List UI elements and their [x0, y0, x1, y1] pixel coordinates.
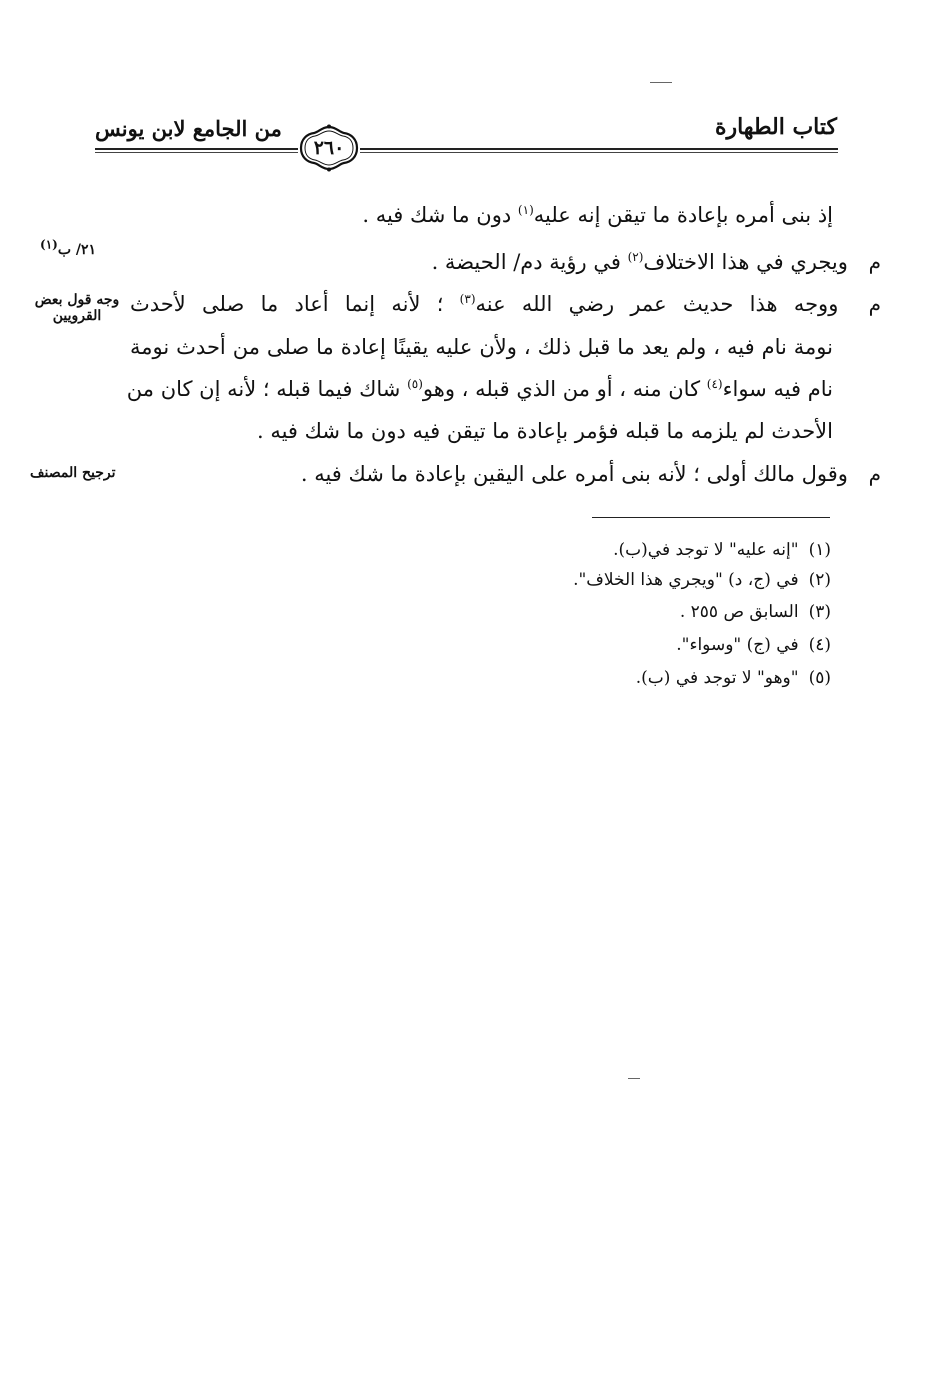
running-head-book-title: كتاب الطهارة — [714, 114, 837, 140]
margin-folio: ٢١/ ب$^{(١)}$ — [40, 237, 97, 258]
scan-speck — [650, 82, 672, 83]
scan-speck — [628, 1078, 640, 1079]
paragraph-marker: م — [868, 462, 881, 486]
footnote-separator — [592, 517, 830, 518]
footnote-4: (٤)في (ج) "وسواء". — [676, 635, 831, 655]
footnote-1: (١)"إنه عليه" لا توجد في(ب). — [613, 540, 831, 560]
paragraph-marker: م — [868, 292, 882, 316]
footnote-5: (٥)"وهو" لا توجد في (ب). — [635, 668, 831, 688]
footnote-ref-1: (١) — [517, 203, 534, 217]
footnote-2: (٢)في (ج، د) "ويجري هذا الخلاف". — [573, 570, 831, 590]
page-number-ornament — [298, 124, 360, 172]
text-line-4: نومة نام فيه ، ولم يعد ما قبل ذلك ، ولأن عليه يقينًا إعادة ما صلى من أحدث نومة — [130, 335, 833, 359]
footnote-3: (٣)السابق ص ٢٥٥ . — [679, 602, 831, 622]
footnote-ref-4: (٤) — [706, 377, 723, 391]
text-line-1: إذ بنى أمره بإعادة ما تيقن إنه عليه$^{(١)}$ دون ما شك فيه . — [362, 203, 833, 227]
page-number: ٢٦٠ — [313, 137, 345, 159]
paragraph-marker: م — [868, 250, 881, 274]
text-line-2: م ويجري في هذا الاختلاف$^{(٢)}$ في رؤية دم/ الحيضة . — [431, 250, 881, 274]
header-rule — [95, 148, 838, 150]
margin-note-qarawiyyin: وجه قول بعض القرويين — [34, 292, 120, 324]
text-line-6: الأحدث لم يلزمه ما قبله فؤمر بإعادة ما تيقن فيه دون ما شك فيه . — [256, 419, 833, 443]
header-rule-thin — [95, 152, 838, 153]
running-head-work-title: من الجامع لابن يونس — [95, 116, 282, 141]
footnote-ref-2: (٢) — [627, 250, 644, 264]
text-line-5: نام فيه سواء$^{(٤)}$ كان منه ، أو من الذي قبله ، وهو$^{(٥)}$ شاك فيما قبله ؛ لأنه إن كان من — [126, 377, 833, 401]
text-line-7: م وقول مالك أولى ؛ لأنه بنى أمره على اليقين بإعادة ما شك فيه . — [300, 462, 881, 486]
footnote-ref-5: (٥) — [407, 377, 423, 391]
footnote-ref-3: (٣) — [459, 292, 476, 306]
text-line-3: م ووجه هذا حديث عمر رضي الله عنه$^{(٣)}$ ؛ لأنه إنما أعاد ما صلى لأحدث — [130, 292, 882, 316]
margin-note-tarjih: ترجيح المصنف — [30, 465, 116, 481]
